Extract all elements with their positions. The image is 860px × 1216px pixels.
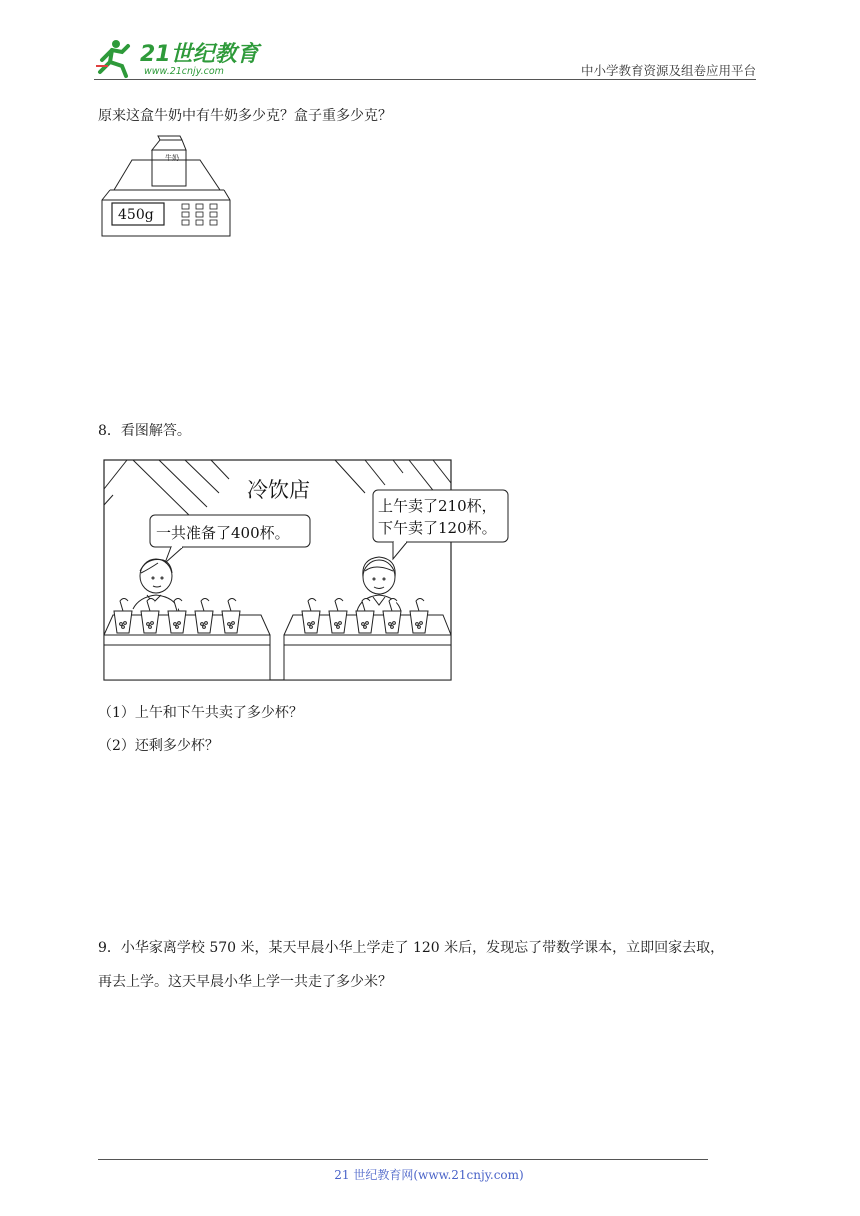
scale-illustration [100,136,234,246]
q8-sub-question-2: （2）还剩多少杯？ [98,738,219,754]
q9-line-2: 再去上学。这天早晨小华上学一共走了多少米？ [98,974,392,990]
footer-divider [98,1159,708,1160]
bubble-right-line1: 上午卖了210杯， [378,497,497,515]
q8-title: 8．看图解答。 [98,423,191,439]
bubble-right-line2: 下午卖了120杯。 [378,519,497,537]
q9-line-1: 9．小华家离学校 570 米，某天早晨小华上学走了 120 米后，发现忘了带数学课本，立即回家去取， [98,940,725,956]
header-platform-text: 中小学教育资源及组卷应用平台 [580,63,756,78]
cold-drink-store-illustration [103,459,497,687]
footer-site-text: 21 世纪教育网(www.21cnjy.com) [334,1168,524,1182]
site-logo [94,36,264,80]
scale-buttons [182,204,217,225]
carton-label: 牛奶 [165,154,179,162]
runner-icon [96,40,128,76]
logo-text: 21世纪教育 [140,42,259,67]
q7-question: 原来这盒牛奶中有牛奶多少克？盒子重多少克？ [98,108,392,124]
store-sign: 冷饮店 [247,478,310,502]
bubble-left-text: 一共准备了400杯。 [156,524,290,542]
milk-carton-icon [152,136,186,186]
header-divider [94,79,756,80]
scale-reading: 450g [118,207,154,223]
logo-url: www.21cnjy.com [144,66,224,77]
q8-sub-question-1: （1）上午和下午共卖了多少杯？ [98,705,303,721]
